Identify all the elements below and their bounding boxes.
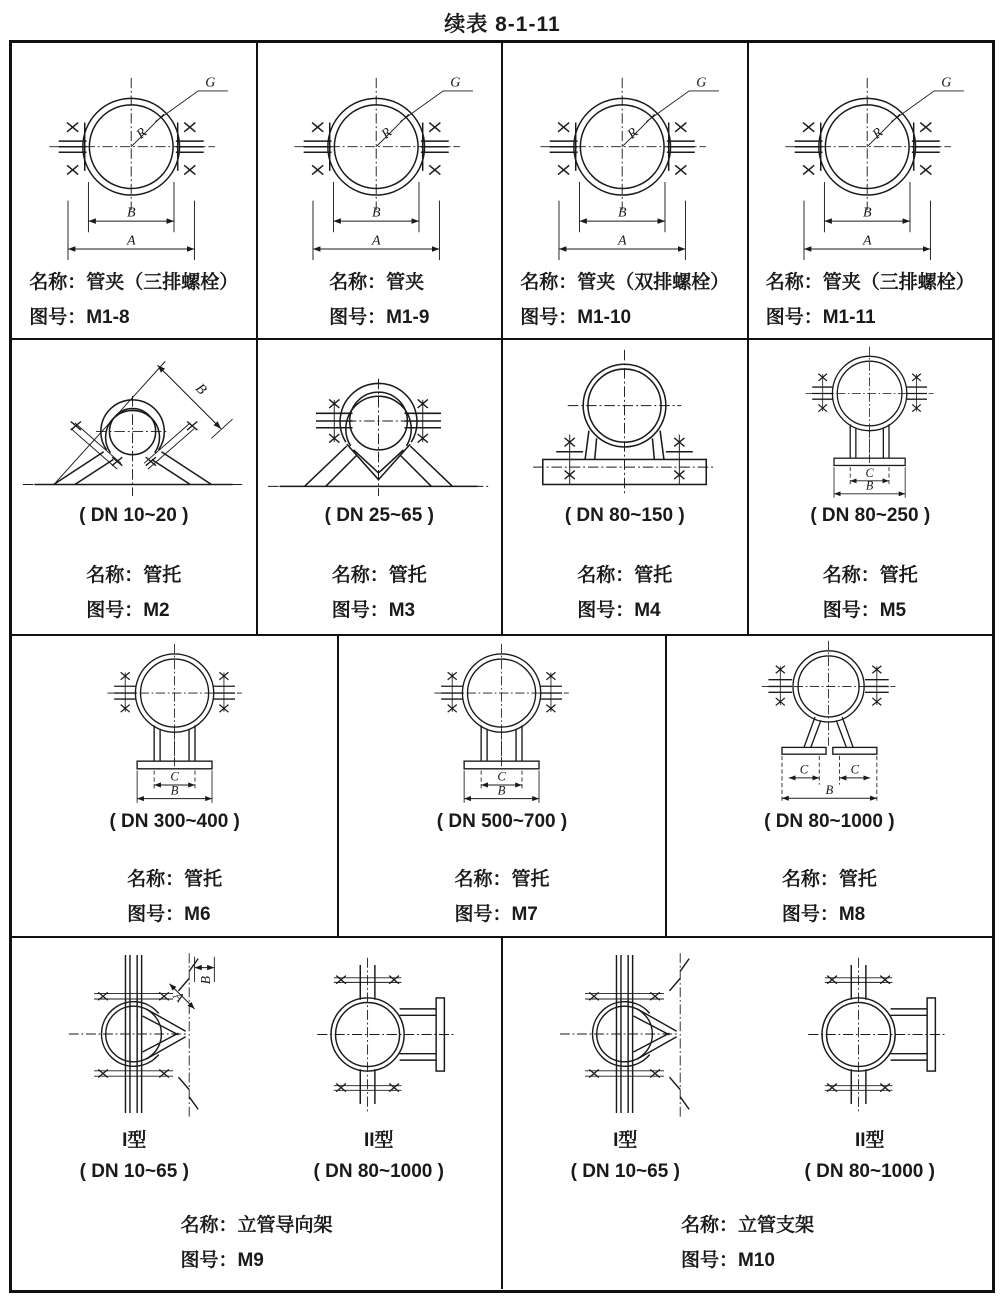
item-figure-label: 图号：M3 <box>331 600 416 621</box>
type-2-half <box>748 938 993 1188</box>
pipe-clamp-drawing <box>258 47 502 265</box>
caption <box>258 558 502 628</box>
dn-range-label: ( DN 80~1000 ) <box>804 1161 935 1182</box>
pipe-shoe-svg <box>75 640 275 804</box>
pipe-shoe-svg <box>512 344 738 498</box>
dn-range-label: ( DN 500~700 ) <box>436 811 568 832</box>
dn-range-label: ( DN 300~400 ) <box>109 811 240 832</box>
row-riser-supports <box>12 938 992 1289</box>
pipe-shoe-drawing <box>12 342 256 500</box>
pipe-clamp-svg <box>763 50 977 262</box>
caption <box>12 862 337 932</box>
item-name-label: 名称：管夹（双排螺栓） <box>520 272 730 293</box>
riser-type1-svg <box>42 944 226 1124</box>
riser-type1-drawing <box>503 942 748 1126</box>
item-name-label: 名称：管托 <box>577 565 673 586</box>
cell-m6 <box>12 636 339 936</box>
item-name-label: 名称：立管导向架 <box>180 1215 333 1236</box>
pipe-shoe-svg <box>266 344 492 498</box>
type-2-half <box>257 938 502 1188</box>
item-figure-label: 图号：M7 <box>454 904 538 925</box>
caption <box>12 1208 501 1278</box>
caption <box>749 558 993 628</box>
item-figure-label: 图号：M10 <box>680 1250 775 1271</box>
item-name-label: 名称：管夹 <box>329 272 425 293</box>
item-name-label: 名称：管托 <box>781 869 877 890</box>
item-figure-label: 图号：M1-8 <box>29 307 130 328</box>
riser-type2-svg <box>790 952 950 1117</box>
item-figure-label: 图号：M1-11 <box>765 307 876 328</box>
pipe-shoe-svg <box>775 343 965 499</box>
pipe-shoe-drawing <box>749 342 993 500</box>
caption <box>503 265 747 335</box>
item-name-label: 名称：管夹（三排螺栓） <box>29 272 239 293</box>
pipe-clamp-svg <box>272 50 486 262</box>
item-name-label: 名称：管托 <box>331 565 427 586</box>
item-name-label: 名称：立管支架 <box>680 1215 814 1236</box>
dn-range-label: ( DN 10~20 ) <box>79 505 189 526</box>
pipe-clamp-drawing <box>503 47 747 265</box>
caption <box>258 265 502 335</box>
item-name-label: 名称：管托 <box>86 565 182 586</box>
type-label: II型 <box>854 1130 885 1151</box>
caption <box>503 558 747 628</box>
pipe-clamp-svg <box>27 50 241 262</box>
pipe-shoe-drawing <box>258 342 502 500</box>
item-figure-label: 图号：M1-9 <box>329 307 430 328</box>
pipe-shoe-svg <box>729 639 929 805</box>
pipe-shoe-drawing <box>339 638 664 806</box>
pipe-shoe-drawing <box>667 638 992 806</box>
pipe-shoe-drawing <box>12 638 337 806</box>
dn-range-label: ( DN 10~65 ) <box>79 1161 189 1182</box>
page-title: 续表 8-1-11 <box>444 13 561 36</box>
item-figure-label: 图号：M6 <box>127 904 211 925</box>
row-pipe-shoes-small <box>12 340 992 636</box>
item-name-label: 名称：管托 <box>822 565 918 586</box>
caption <box>667 862 992 932</box>
row-pipe-clamps <box>12 43 992 340</box>
item-figure-label: 图号：M8 <box>781 904 866 925</box>
dn-range-label: ( DN 10~65 ) <box>570 1161 680 1182</box>
caption <box>12 558 256 628</box>
cell-m1-9 <box>258 43 504 338</box>
cell-m1-11 <box>749 43 993 338</box>
type-label: I型 <box>613 1130 638 1151</box>
type-label: I型 <box>122 1130 147 1151</box>
caption <box>12 265 256 335</box>
pipe-clamp-drawing <box>12 47 256 265</box>
dn-range-label: ( DN 80~1000 ) <box>313 1161 444 1182</box>
riser-type2-drawing <box>748 942 993 1126</box>
cell-m8 <box>667 636 992 936</box>
catalog-table <box>9 40 995 1293</box>
item-figure-label: 图号：M9 <box>180 1250 264 1271</box>
cell-m10 <box>503 938 992 1289</box>
dn-range-label: ( DN 25~65 ) <box>324 505 434 526</box>
item-figure-label: 图号：M4 <box>577 600 661 621</box>
caption <box>749 265 993 335</box>
riser-type2-drawing <box>257 942 502 1126</box>
pipe-shoe-drawing <box>503 342 747 500</box>
cell-m1-10 <box>503 43 749 338</box>
dn-range-label: ( DN 80~1000 ) <box>764 811 895 832</box>
item-name-label: 名称：管夹（三排螺栓） <box>765 272 975 293</box>
cell-m4 <box>503 340 749 634</box>
riser-type1-drawing <box>12 942 257 1126</box>
item-figure-label: 图号：M5 <box>822 600 907 621</box>
item-name-label: 名称：管托 <box>454 869 550 890</box>
dn-range-label: ( DN 80~150 ) <box>564 505 685 526</box>
pipe-shoe-svg <box>402 640 602 804</box>
pipe-clamp-svg <box>518 50 732 262</box>
pipe-shoe-svg <box>21 344 247 498</box>
cell-m7 <box>339 636 666 936</box>
caption <box>503 1208 992 1278</box>
pipe-clamp-drawing <box>749 47 993 265</box>
type-1-half <box>503 938 748 1188</box>
type-1-half <box>12 938 257 1188</box>
item-name-label: 名称：管托 <box>127 869 223 890</box>
cell-m2 <box>12 340 258 634</box>
row-pipe-shoes-large <box>12 636 992 938</box>
caption <box>339 862 664 932</box>
cell-m1-8 <box>12 43 258 338</box>
dn-range-label: ( DN 80~250 ) <box>810 505 931 526</box>
item-figure-label: 图号：M1-10 <box>520 307 632 328</box>
type-pair <box>503 938 992 1188</box>
item-figure-label: 图号：M2 <box>86 600 170 621</box>
cell-m3 <box>258 340 504 634</box>
riser-type1-svg <box>533 944 717 1124</box>
type-label: II型 <box>363 1130 394 1151</box>
type-pair <box>12 938 501 1188</box>
riser-type2-svg <box>299 952 459 1117</box>
cell-m5 <box>749 340 993 634</box>
cell-m9 <box>12 938 503 1289</box>
